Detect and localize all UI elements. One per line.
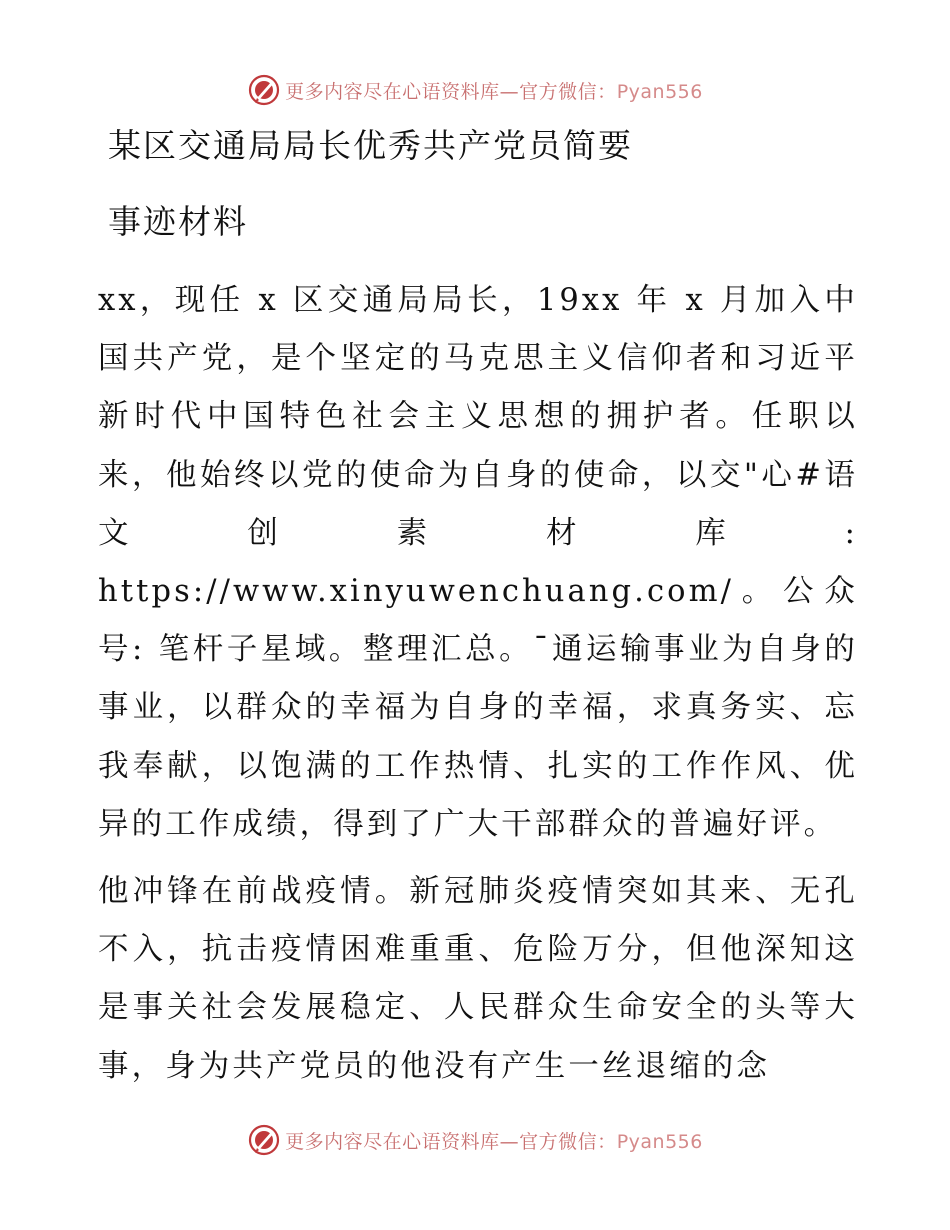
paragraph-1: xx，现任 x 区交通局局长，19xx 年 x 月加入中国共产党，是个坚定的马克思主义信仰者和习近平新时代中国特色社会主义思想的拥护者。任职以来，他始终以党的使命为自身的使命，以交"心#语文创素材库: https://www.xinyuwenchuang.com/。公众号: 笔杆子星域。整理汇总。¯通运输事业为自身的事业，以群众的幸福为自身的幸福，求真务实、忘我奉献，以饱满的工作热情、扎实的工作作风、优异的工作成绩，得到了广大干部群众的普遍好评。 (98, 283, 858, 842)
header-watermark (0, 70, 950, 110)
quill-logo-icon (247, 73, 281, 107)
quill-logo-icon (247, 1123, 281, 1157)
footer-watermark (0, 1120, 950, 1160)
watermark-text: 更多内容尽在心语资料库—官方微信：Pyan556 (285, 1130, 703, 1153)
paragraph-2: 他冲锋在前战疫情。新冠肺炎疫情突如其来、无孔不入，抗击疫情困难重重、危险万分，但他深知这是事关社会发展稳定、人民群众生命安全的头等大事，身为共产党员的他没有产生一丝退缩的念 (98, 874, 858, 1084)
document-title-line-1: 某区交通局局长优秀共产党员简要 (108, 126, 633, 165)
watermark-text: 更多内容尽在心语资料库—官方微信：Pyan556 (285, 80, 703, 103)
document-title-line-2: 事迹材料 (108, 202, 248, 241)
